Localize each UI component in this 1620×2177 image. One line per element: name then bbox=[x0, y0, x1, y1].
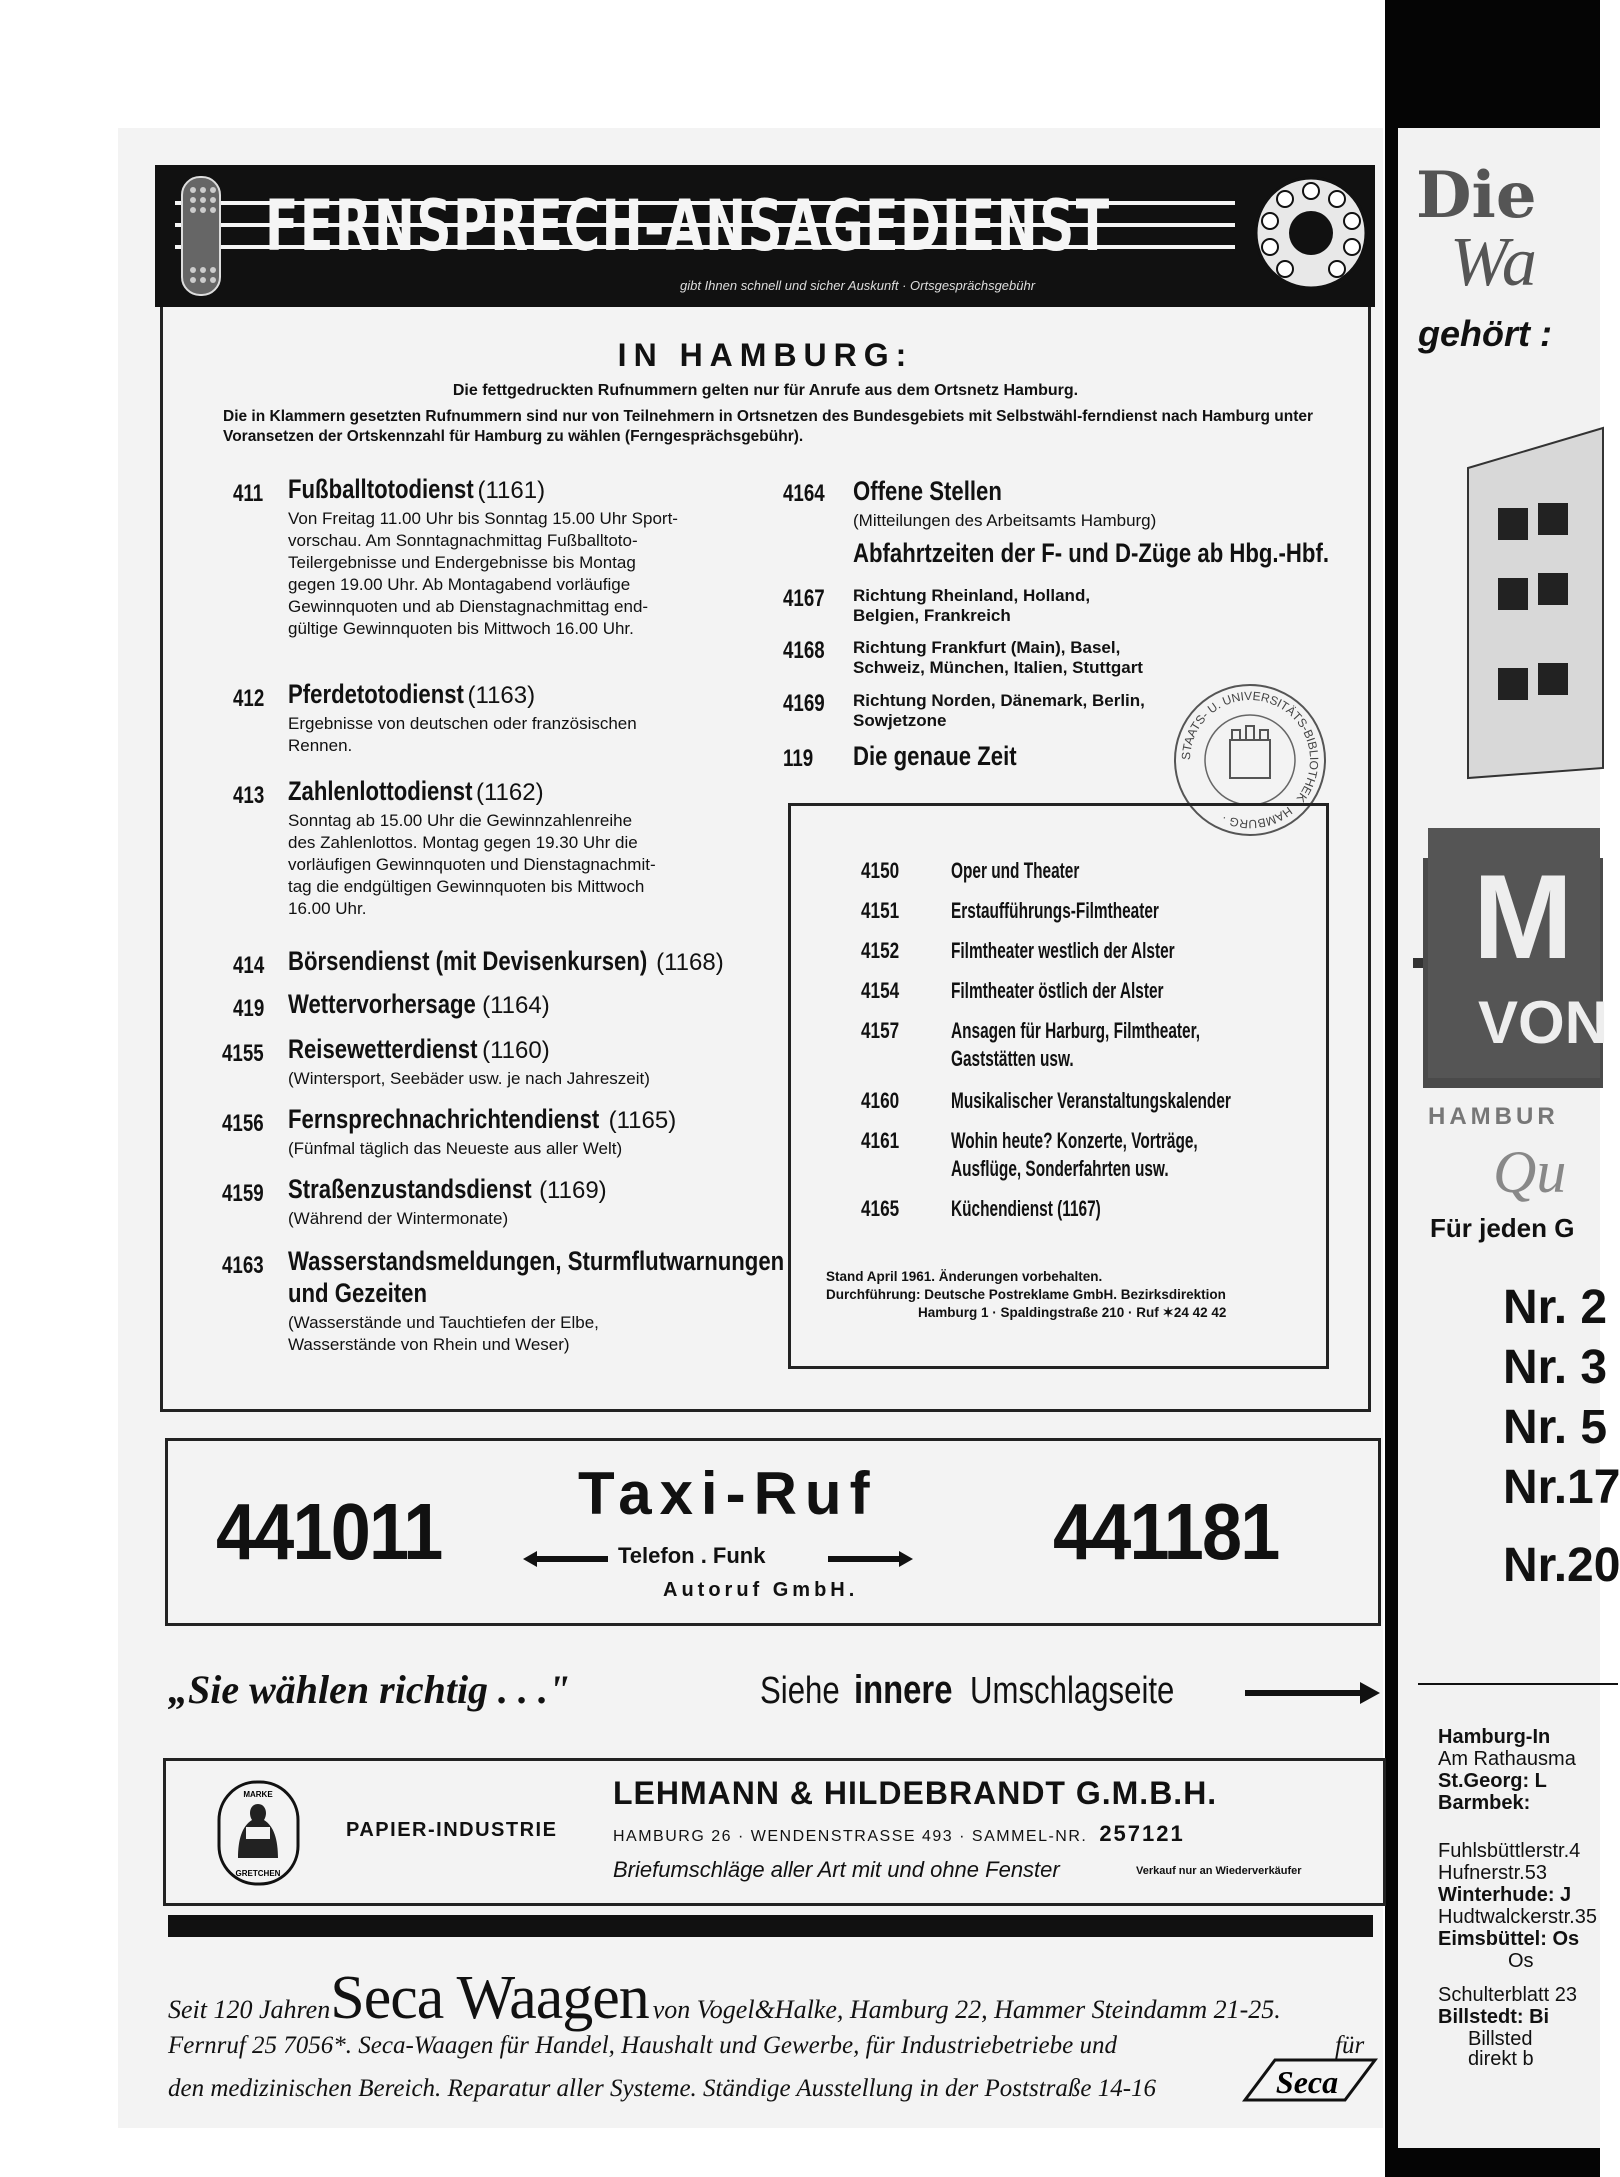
stamp-text: STAATS- U. UNIVERSITÄTS-BIBLIOTHEK · HAMBURG · bbox=[1178, 688, 1322, 832]
inner-item-number: 4157 bbox=[861, 1018, 900, 1043]
adjacent-divider bbox=[1418, 1683, 1618, 1685]
arrow-right-icon bbox=[1245, 1682, 1380, 1704]
adjacent-address-line: Billstedt: Bi bbox=[1438, 2006, 1550, 2028]
entry-number: 4156 bbox=[222, 1110, 264, 1137]
entry-number: 412 bbox=[233, 685, 265, 712]
inner-footer bbox=[826, 1268, 1326, 1322]
adjacent-page bbox=[1398, 128, 1620, 2148]
entry-desc-line: Richtung Norden, Dänemark, Berlin, bbox=[853, 691, 1145, 710]
slogan-cover: Umschlagseite bbox=[970, 1670, 1175, 1712]
entry-desc-line: (Wasserstände und Tauchtiefen der Elbe, bbox=[288, 1313, 599, 1332]
inner-item-title: Küchendienst (1167) bbox=[951, 1196, 1101, 1221]
entry-desc-line: Sowjetzone bbox=[853, 711, 947, 730]
entry-title: Straßenzustandsdienst bbox=[288, 1174, 532, 1204]
adjacent-blue-text-2: VON bbox=[1478, 989, 1609, 1056]
adjacent-address-line: Fuhlsbüttlerstr.4 bbox=[1438, 1840, 1581, 1862]
footer-stand: Stand April 1961. Änderungen vorbehalten. bbox=[826, 1269, 1103, 1284]
entry-number: 411 bbox=[233, 480, 264, 507]
seca-brand: Seca Waagen bbox=[330, 1964, 649, 2032]
entry-desc-line: Ergebnisse von deutschen oder französischen bbox=[288, 714, 637, 733]
seca-divider bbox=[168, 1915, 1373, 1937]
entry-desc-line: gültige Gewinnquoten bis Mittwoch 16.00 Uhr. bbox=[288, 619, 634, 638]
seca-since: Seit 120 Jahren bbox=[168, 1995, 331, 2024]
inner-item-title: Musikalischer Veranstaltungskalender bbox=[951, 1088, 1231, 1113]
adjacent-hamburg: HAMBUR bbox=[1428, 1103, 1559, 1130]
adjacent-address-line: Hamburg-In bbox=[1438, 1726, 1551, 1748]
adjacent-address-line: Hudtwalckerstr.35 bbox=[1438, 1906, 1597, 1928]
entry-number: 4163 bbox=[222, 1252, 264, 1279]
entry-code: (1163) bbox=[467, 682, 536, 709]
entry-number: 119 bbox=[783, 745, 814, 772]
entry-title: Wettervorhersage bbox=[288, 989, 476, 1019]
inner-item-number: 4161 bbox=[861, 1128, 900, 1153]
entry-title: Pferdetotodienst bbox=[288, 679, 464, 709]
seca-line3: den medizinischen Bereich. Reparatur aller Systeme. Ständige Ausstellung in der Poststraße 14-16 bbox=[168, 2075, 1157, 2102]
bold-numbers-note: Die fettgedruckten Rufnummern gelten nur für Anrufe aus dem Ortsnetz Hamburg. bbox=[452, 382, 1079, 399]
inner-item-number: 4165 bbox=[861, 1196, 900, 1221]
entry-title: Fernsprechnachrichtendienst bbox=[288, 1104, 600, 1134]
adjacent-blue-block bbox=[1428, 828, 1609, 1078]
adjacent-address-line: direkt b bbox=[1468, 2048, 1534, 2070]
adjacent-blue-text-1: M bbox=[1473, 850, 1573, 984]
adjacent-address-line: St.Georg: L bbox=[1438, 1770, 1547, 1792]
entry-title: Fußballtotodienst bbox=[288, 474, 474, 504]
bracket-numbers-note: Die in Klammern gesetzten Rufnummern sind nur von Teilnehmern in Ortsnetzen des Bundesgebiets mit Selbstwähl-ferndienst nach Hamburg unter Voransetzen der Ortskennzahl für Hamburg zu wählen (Ferngesprächsgebühr). bbox=[223, 408, 1314, 445]
inner-item-title: Wohin heute? Konzerte, Vorträge, bbox=[951, 1128, 1198, 1153]
adjacent-address-line: Am Rathausma bbox=[1438, 1748, 1576, 1770]
seca-logo bbox=[1235, 2055, 1380, 2105]
taxi-title: Taxi-Ruf bbox=[578, 1460, 878, 1527]
taxi-company: Autoruf GmbH. bbox=[663, 1579, 859, 1601]
slogan-inner: innere bbox=[853, 1668, 953, 1712]
arrow-left-icon bbox=[523, 1551, 608, 1567]
inner-item-number: 4152 bbox=[861, 938, 900, 963]
lehmann-name: LEHMANN & HILDEBRANDT G.M.B.H. bbox=[613, 1775, 1218, 1811]
lehmann-product: Briefumschläge aller Art mit und ohne Fenster bbox=[613, 1857, 1060, 1882]
entry-desc-line: Sonntag ab 15.00 Uhr die Gewinnzahlenreihe bbox=[288, 811, 633, 830]
inner-item-title: Erstaufführungs-Filmtheater bbox=[951, 898, 1159, 923]
inner-item-title-cont: Ausflüge, Sonderfahrten usw. bbox=[951, 1156, 1169, 1181]
entry-title-row bbox=[288, 989, 550, 1020]
entry-title-row bbox=[288, 776, 544, 807]
entry-desc-line: Richtung Frankfurt (Main), Basel, bbox=[853, 638, 1121, 657]
entry-desc: (Mitteilungen des Arbeitsamts Hamburg) bbox=[853, 511, 1157, 530]
entry-desc-line: Gewinnquoten und ab Dienstagnachmittag end- bbox=[288, 597, 649, 616]
inner-item-number: 4150 bbox=[861, 858, 900, 883]
adjacent-fuer: Für jeden G bbox=[1430, 1213, 1575, 1243]
rotary-dial-icon bbox=[1253, 173, 1371, 293]
entry-desc-line: (Wintersport, Seebäder usw. je nach Jahreszeit) bbox=[288, 1069, 650, 1088]
entry-number: 413 bbox=[233, 782, 265, 809]
entry-title: Offene Stellen bbox=[853, 476, 1002, 506]
entry-title-row bbox=[288, 679, 535, 710]
entry-title-row bbox=[288, 1104, 676, 1135]
adjacent-address-line: Os bbox=[1508, 1950, 1534, 1972]
lehmann-industry: PAPIER-INDUSTRIE bbox=[346, 1819, 558, 1841]
inner-item-number: 4154 bbox=[861, 978, 900, 1003]
entry-desc-line: (Während der Wintermonate) bbox=[288, 1209, 509, 1228]
entry-desc-line: vorläufigen Gewinnquoten und Dienstagnachmit- bbox=[288, 855, 656, 874]
adjacent-address-line: Eimsbüttel: Os bbox=[1438, 1928, 1580, 1950]
taxi-number-left: 441011 bbox=[216, 1487, 442, 1576]
entry-desc-line: Rennen. bbox=[288, 736, 353, 755]
seca-line1 bbox=[168, 1963, 1281, 2034]
entry-desc-line: vorschau. Am Sonntagnachmittag Fußballtoto- bbox=[288, 531, 638, 550]
taxi-ruf-ad bbox=[165, 1438, 1381, 1626]
adjacent-heading-3: gehört : bbox=[1418, 313, 1552, 354]
footer-durchfuehrung: Durchführung: Deutsche Postreklame GmbH. Bezirksdirektion bbox=[826, 1287, 1226, 1302]
inner-item-number: 4151 bbox=[861, 898, 900, 923]
logo-bottom-text: GRETCHEN bbox=[235, 1869, 281, 1878]
inner-item-title: Ansagen für Harburg, Filmtheater, bbox=[951, 1018, 1201, 1043]
entry-number: 4164 bbox=[783, 480, 825, 507]
arrow-right-icon bbox=[828, 1551, 913, 1567]
handset-icon bbox=[177, 175, 227, 300]
entry-code: (1168) bbox=[656, 949, 724, 976]
entry-desc-line: (Fünfmal täglich das Neueste aus aller Welt) bbox=[288, 1139, 623, 1158]
entry-desc-line: Teilergebnisse und Endergebnisse bis Montag bbox=[288, 553, 636, 572]
adjacent-address-line: Winterhude: J bbox=[1438, 1884, 1572, 1906]
entry-number: 419 bbox=[233, 995, 265, 1022]
ansagedienst-banner bbox=[155, 165, 1375, 307]
entry-title-row bbox=[288, 946, 724, 977]
entry-desc-line: Belgien, Frankreich bbox=[853, 606, 1011, 625]
seca-maker: von Vogel&Halke, Hamburg 22, Hammer Steindamm 21-25. bbox=[652, 1995, 1281, 2024]
lehmann-address-row bbox=[613, 1821, 1185, 1847]
entry-code: (1162) bbox=[476, 779, 544, 806]
entry-title: Die genaue Zeit bbox=[853, 741, 1017, 771]
inner-item-title: Filmtheater östlich der Alster bbox=[951, 978, 1164, 1003]
seca-line2b: für bbox=[1335, 2032, 1365, 2059]
inner-item-title: Filmtheater westlich der Alster bbox=[951, 938, 1175, 963]
entry-number: 4159 bbox=[222, 1180, 264, 1207]
entry-desc-line: Wasserstände von Rhein und Weser) bbox=[288, 1335, 570, 1354]
cinema-theatre-box bbox=[788, 803, 1329, 1369]
entry-code: (1169) bbox=[539, 1177, 607, 1204]
entry-title-row bbox=[288, 1034, 550, 1065]
seca-logo-text: Seca bbox=[1275, 2064, 1339, 2100]
logo-top-text: MARKE bbox=[243, 1790, 273, 1799]
banner-subtitle: gibt Ihnen schnell und sicher Auskunft · Ortsgesprächsgebühr bbox=[680, 278, 1036, 293]
entry-title-cont: und Gezeiten bbox=[288, 1278, 428, 1308]
entry-title-row bbox=[288, 474, 545, 505]
lehmann-resale: Verkauf nur an Wiederverkäufer bbox=[1136, 1865, 1302, 1877]
entry-title: Zahlenlottodienst bbox=[288, 776, 473, 806]
entry-desc-line: tag die endgültigen Gewinnquoten bis Mittwoch bbox=[288, 877, 645, 896]
entry-desc-line: Von Freitag 11.00 Uhr bis Sonntag 15.00 Uhr Sport- bbox=[288, 509, 678, 528]
adjacent-nr-item: Nr. 5 bbox=[1503, 1401, 1608, 1454]
entry-desc-line: gegen 19.00 Uhr. Ab Montagabend vorläufige bbox=[288, 575, 631, 594]
adjacent-nr-item: Nr. 2 bbox=[1503, 1281, 1608, 1334]
taxi-phone-row bbox=[523, 1543, 913, 1573]
adjacent-nr-item: Nr.17 bbox=[1503, 1461, 1620, 1514]
entry-code: (1161) bbox=[477, 477, 546, 504]
entry-code: (1164) bbox=[482, 992, 550, 1019]
entry-title: Börsendienst (mit Devisenkursen) bbox=[288, 946, 648, 976]
entry-number: 4169 bbox=[783, 690, 825, 717]
entry-desc-line: 16.00 Uhr. bbox=[288, 899, 367, 918]
entry-code: (1165) bbox=[608, 1107, 677, 1134]
adjacent-address-line: Hufnerstr.53 bbox=[1438, 1862, 1547, 1884]
city-heading: IN HAMBURG: bbox=[617, 337, 914, 373]
adjacent-heading-1: Die bbox=[1416, 158, 1537, 233]
entry-title: Reisewetterdienst bbox=[288, 1034, 478, 1064]
entry-number: 414 bbox=[233, 952, 265, 979]
entry-number: 4168 bbox=[783, 637, 825, 664]
entry-number: 4155 bbox=[222, 1040, 264, 1067]
adjacent-nr-item: Nr.20 bbox=[1503, 1539, 1620, 1592]
slogan-see-row bbox=[760, 1668, 1220, 1713]
trains-heading: Abfahrtzeiten der F- und D-Züge ab Hbg.-Hbf. bbox=[853, 538, 1329, 568]
taxi-phone: Telefon . Funk bbox=[618, 1543, 766, 1568]
slogan-see: Siehe bbox=[760, 1670, 840, 1712]
footer-address: Hamburg 1 · Spaldingstraße 210 · Ruf ✶24 42 42 bbox=[918, 1305, 1227, 1320]
inner-item-number: 4160 bbox=[861, 1088, 900, 1113]
adjacent-script: Qu bbox=[1493, 1139, 1567, 1205]
inner-item-title: Oper und Theater bbox=[951, 858, 1080, 883]
entry-number: 4167 bbox=[783, 585, 825, 612]
entry-desc-line: des Zahlenlottos. Montag gegen 19.30 Uhr die bbox=[288, 833, 638, 852]
lehmann-phone: 257121 bbox=[1099, 1821, 1185, 1846]
gretchen-logo bbox=[216, 1779, 301, 1887]
seca-line2: Fernruf 25 7056*. Seca-Waagen für Handel, Haushalt und Gewerbe, für Industriebetriebe und bbox=[168, 2032, 1117, 2059]
entry-desc-line: Schweiz, München, Italien, Stuttgart bbox=[853, 658, 1143, 677]
entry-title-row bbox=[288, 1174, 607, 1205]
entry-code: (1160) bbox=[482, 1037, 550, 1064]
entry-desc-line: Richtung Rheinland, Holland, bbox=[853, 586, 1091, 605]
banner-title: FERNSPRECH-ANSAGEDIENST bbox=[265, 185, 1111, 267]
slogan-quote: „Sie wählen richtig . . ." bbox=[168, 1667, 571, 1712]
adjacent-nr-item: Nr. 3 bbox=[1503, 1341, 1608, 1394]
adjacent-address-line: Schulterblatt 23 bbox=[1438, 1984, 1577, 2006]
lehmann-address: HAMBURG 26 · WENDENSTRASSE 493 · SAMMEL-NR. bbox=[613, 1828, 1088, 1845]
taxi-number-right: 441181 bbox=[1053, 1487, 1279, 1576]
inner-item-title-cont: Gaststätten usw. bbox=[951, 1046, 1074, 1071]
adjacent-address-line: Billsted bbox=[1468, 2028, 1533, 2050]
adjacent-heading-2: Wa bbox=[1450, 224, 1537, 301]
lehmann-hildebrandt-ad bbox=[163, 1758, 1386, 1906]
entry-title: Wasserstandsmeldungen, Sturmflutwarnungen bbox=[288, 1246, 785, 1276]
adjacent-address-line: Barmbek: bbox=[1438, 1792, 1531, 1814]
